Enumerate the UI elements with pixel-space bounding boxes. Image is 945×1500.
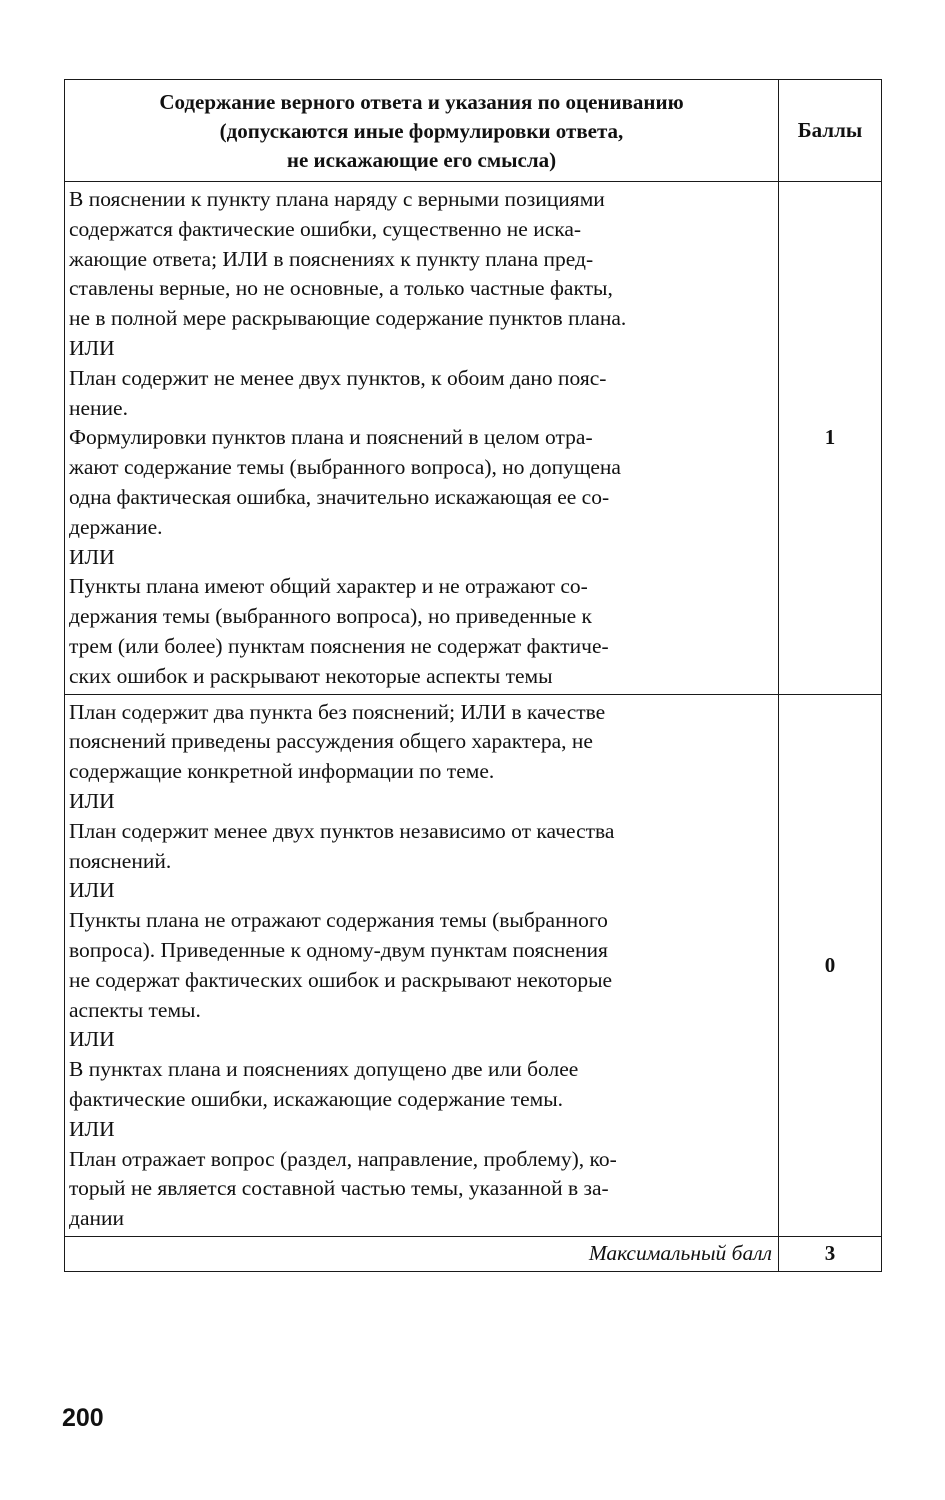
- criteria-line: держания темы (выбранного вопроса), но приведенные к: [69, 604, 592, 629]
- criteria-line: В пояснении к пункту плана наряду с верными позициями: [69, 187, 605, 211]
- criteria-line: трем (или более) пунктам пояснения не содержат фактиче-: [69, 633, 609, 658]
- criteria-line: ИЛИ: [69, 544, 115, 569]
- criteria-line: не содержат фактических ошибок и раскрывают некоторые: [69, 967, 613, 992]
- criteria-line: жают содержание темы (выбранного вопроса), но допущена: [69, 455, 621, 480]
- criteria-line: жающие ответа; ИЛИ в пояснениях к пункту плана пред-: [69, 246, 594, 271]
- table-row: [65, 182, 882, 695]
- criteria-line: ских ошибок и раскрывают некоторые аспекты темы: [69, 663, 553, 688]
- criteria-line: План содержит менее двух пунктов независимо от качества: [69, 818, 615, 843]
- header-line: (допускаются иные формулировки ответа,: [219, 119, 624, 143]
- score-cell: 0: [779, 694, 882, 1236]
- criteria-line: не в полной мере раскрывающие содержание пунктов плана.: [69, 306, 627, 331]
- criteria-line: содержатся фактические ошибки, существенно не иска-: [69, 216, 582, 241]
- criteria-line: План содержит не менее двух пунктов, к обоим дано пояс-: [69, 365, 607, 390]
- criteria-line: ИЛИ: [69, 1116, 115, 1141]
- criteria-line: содержащие конкретной информации по теме.: [69, 759, 495, 784]
- criteria-line: одна фактическая ошибка, значительно искажающая ее со-: [69, 484, 610, 509]
- score-cell: 1: [779, 182, 882, 695]
- table-row: [65, 694, 882, 1236]
- criteria-line: ИЛИ: [69, 788, 115, 813]
- table-header-row: [65, 80, 882, 182]
- criteria-line: пояснений приведены рассуждения общего характера, не: [69, 729, 593, 754]
- criteria-cell: [65, 182, 779, 695]
- criteria-line: ИЛИ: [69, 335, 115, 360]
- max-score-value: 3: [779, 1236, 882, 1271]
- criteria-line: торый не является составной частью темы, указанной в за-: [69, 1176, 609, 1201]
- criteria-line: План содержит два пункта без пояснений; ИЛИ в качестве: [69, 699, 606, 724]
- header-score-cell: Баллы: [779, 80, 882, 182]
- criteria-line: План отражает вопрос (раздел, направление, проблему), ко-: [69, 1146, 617, 1171]
- criteria-line: дании: [69, 1206, 124, 1231]
- criteria-line: фактические ошибки, искажающие содержание темы.: [69, 1086, 564, 1111]
- criteria-line: пояснений.: [69, 848, 172, 873]
- header-line: не искажающие его смысла): [286, 148, 557, 172]
- criteria-line: ИЛИ: [69, 1027, 115, 1052]
- criteria-line: аспекты темы.: [69, 997, 201, 1022]
- criteria-line: Пункты плана имеют общий характер и не отражают со-: [69, 574, 588, 599]
- criteria-line: нение.: [69, 395, 128, 420]
- criteria-line: ИЛИ: [69, 878, 115, 903]
- max-score-label: Максимальный балл: [65, 1236, 779, 1271]
- criteria-line: вопроса). Приведенные к одному-двум пунктам пояснения: [69, 937, 608, 962]
- header-line: Содержание верного ответа и указания по оцениванию: [159, 90, 684, 114]
- header-content-cell: [65, 80, 779, 182]
- max-score-row: [65, 1236, 882, 1271]
- grading-table: [64, 79, 882, 1272]
- criteria-line: ставлены верные, но не основные, а только частные факты,: [69, 276, 613, 301]
- criteria-line: В пунктах плана и пояснениях допущено две или более: [69, 1057, 579, 1082]
- criteria-line: держание.: [69, 514, 163, 539]
- criteria-line: Формулировки пунктов плана и пояснений в целом отра-: [69, 425, 593, 450]
- criteria-line: Пункты плана не отражают содержания темы (выбранного: [69, 908, 608, 933]
- criteria-cell: [65, 694, 779, 1236]
- page-number: 200: [62, 1404, 104, 1432]
